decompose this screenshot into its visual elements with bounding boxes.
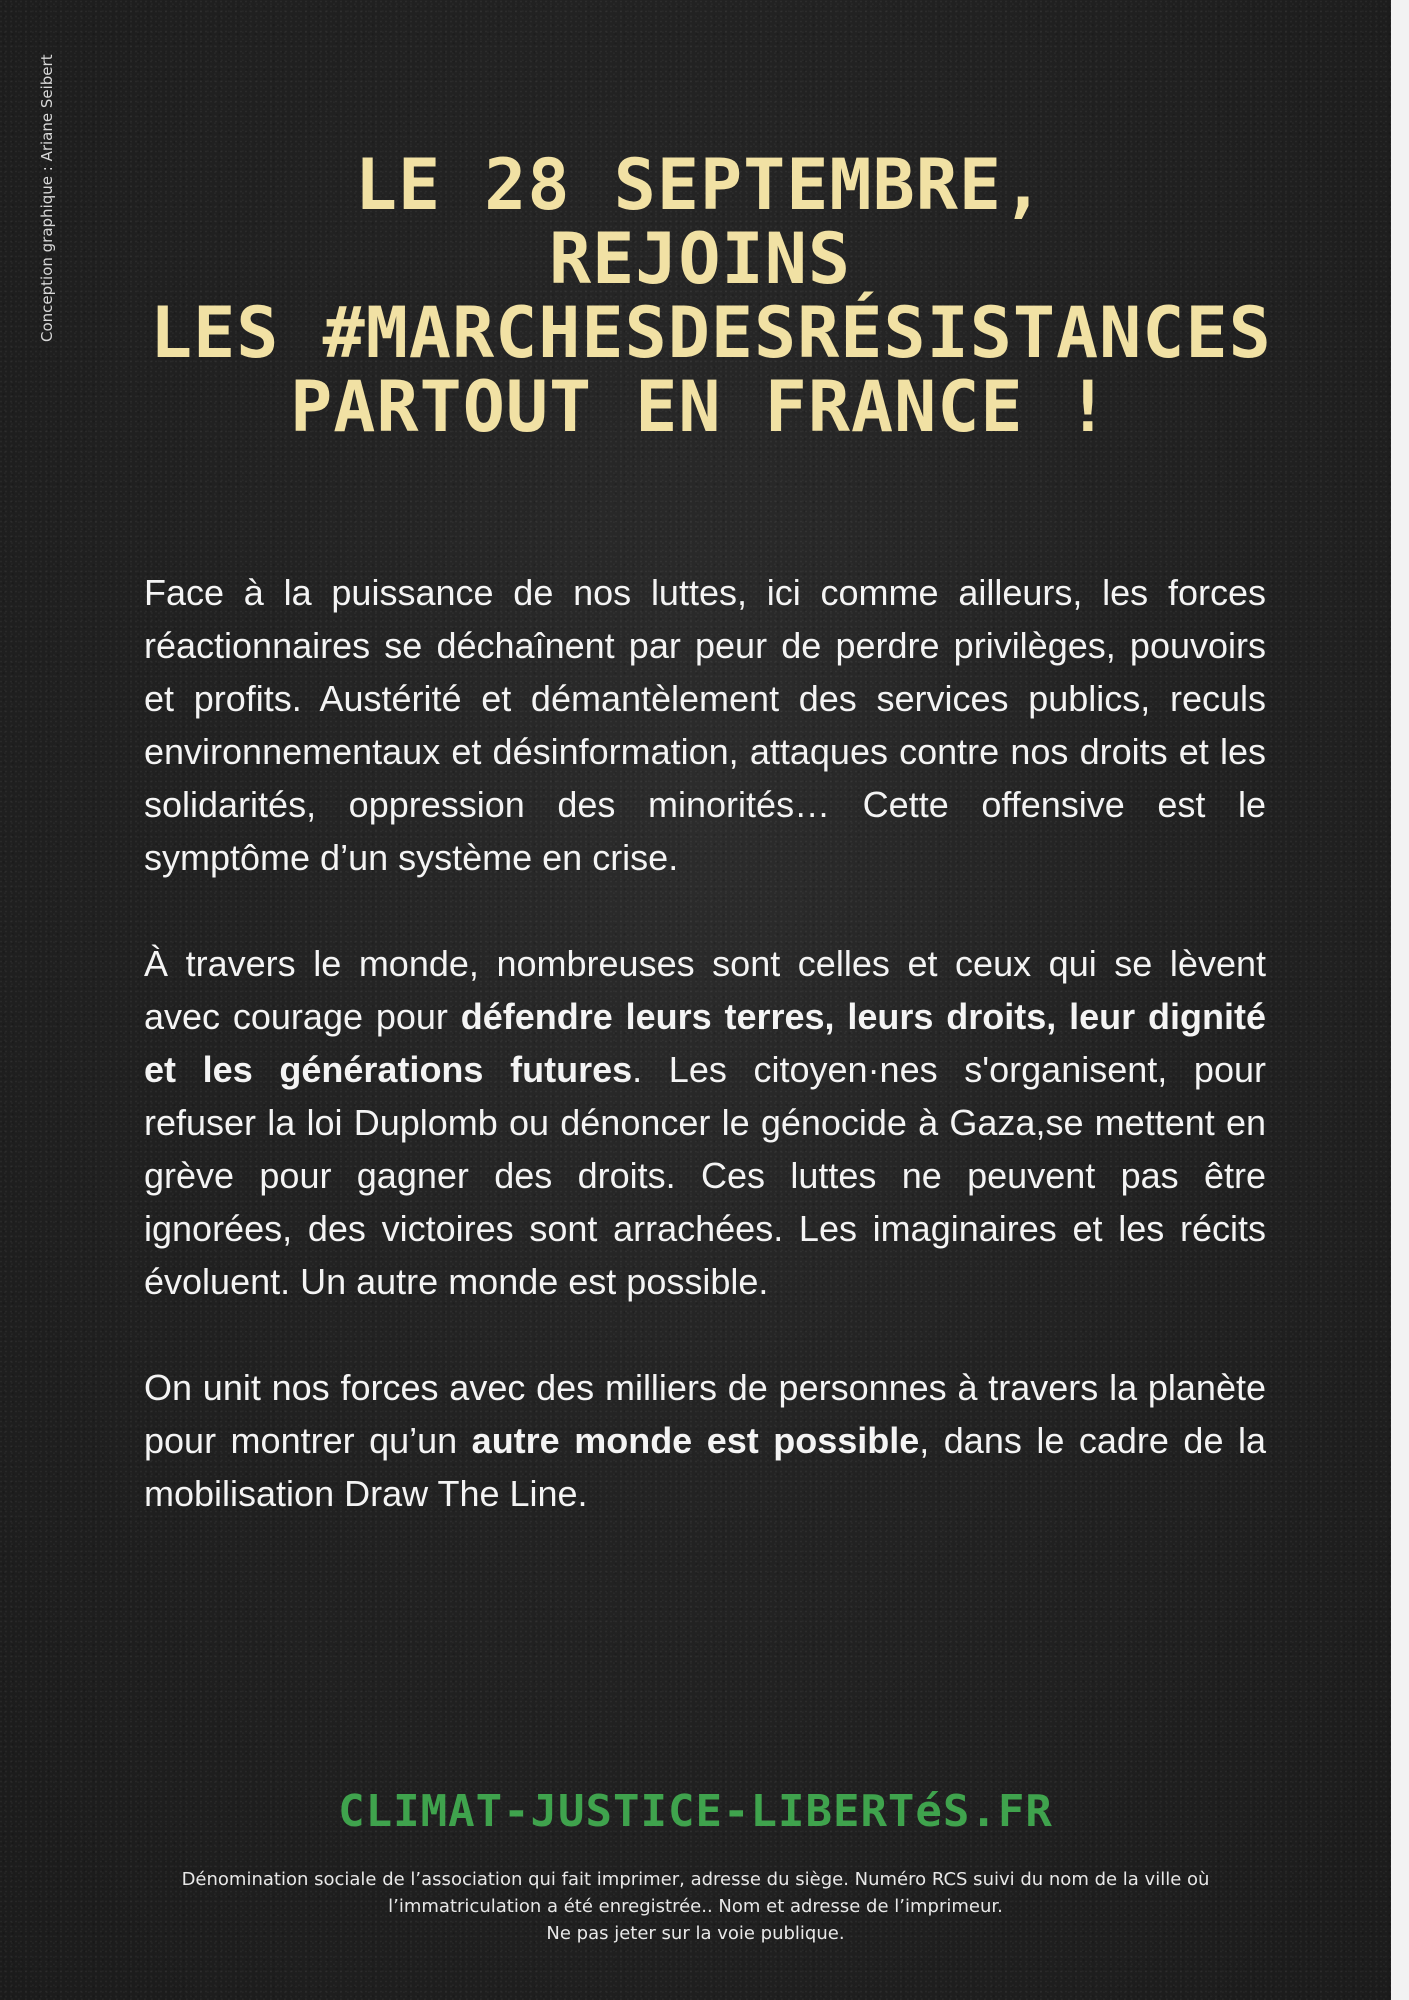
legal-line-1: Dénomination sociale de l’association qui fait imprimer, adresse du siège. Numéro RCS suivi du nom de la ville où [181,1869,1210,1890]
website-link[interactable]: CLIMAT-JUSTICE-LIBERTéS.FR [338,1786,1053,1837]
paragraph-3-end: , dans le cadre de la mobilisation Draw The Line. [144,1420,1266,1514]
paragraph-2 [144,937,1266,1308]
body-text [144,566,1266,1573]
paragraph-1: Face à la puissance de nos luttes, ici comme ailleurs, les forces réactionnaires se déchaînent par peur de perdre privilèges, pouvoirs et profits. Austérité et démantèlement des services publics, reculs environnementaux et désinformation, attaques contre nos droits et les solidarités, oppression des minorités… Cette offensive est le symptôme d’un système en crise. [144,572,1266,878]
design-credit: Conception graphique : Ariane Seibert [38,54,56,342]
paragraph-2-end: . Les citoyen·nes s'organisent, pour refuser la loi Duplomb ou dénoncer le génocide à Gaza,se mettent en grève pour gagner des droits. Ces luttes ne peuvent pas être ignorées, des victoires sont arrachées. Les imaginaires et les récits évoluent. Un autre monde est possible. [144,1049,1266,1302]
paragraph-2-start: À travers le monde, nombreuses sont celles et ceux qui se lèvent avec courage pour [144,943,1266,1037]
legal-notice [150,1866,1241,1947]
headline-line-1: LE 28 SEPTEMBRE, [354,144,1046,226]
legal-line-2: l’immatriculation a été enregistrée.. Nom et adresse de l’imprimeur. [388,1896,1003,1917]
page-edge [1391,0,1409,2000]
headline [150,144,1272,448]
headline-line-3: LES #MARCHESDESRÉSISTANCES [150,292,1272,374]
legal-line-3: Ne pas jeter sur la voie publique. [546,1923,845,1944]
headline-line-2: REJOINS [548,218,851,300]
paragraph-3-start: On unit nos forces avec des milliers de personnes à travers la planète pour montrer qu’un [144,1367,1266,1461]
paragraph-3 [144,1361,1266,1520]
paragraph-3-emphasis: autre monde est possible [471,1420,920,1461]
headline-line-4: PARTOUT EN FRANCE ! [290,366,1110,448]
paragraph-2-emphasis: défendre leurs terres, leurs droits, leur dignité et les générations futures [144,996,1266,1090]
